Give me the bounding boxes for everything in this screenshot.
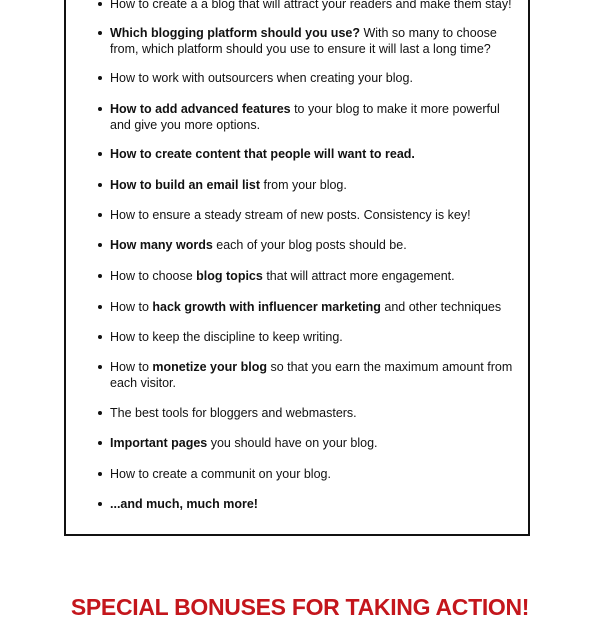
list-item-text: and other techniques: [380, 300, 502, 314]
list-item-bold-text: How to add advanced features: [110, 102, 291, 116]
list-item: [110, 25, 524, 57]
list-item-text: With so many to choose from, which platform should you use to ensure it will last a long time?: [110, 26, 497, 56]
list-item: [110, 466, 524, 482]
list-item: [110, 359, 524, 391]
list-item: [110, 268, 524, 284]
list-item-bold-text: Which blogging platform should you use?: [110, 26, 360, 40]
list-item-text: each of your blog posts should be.: [212, 238, 407, 252]
list-item-text: How to: [110, 300, 153, 314]
list-item: [110, 496, 524, 512]
list-item-bold-text: How to create content that people will want to read.: [110, 147, 415, 161]
list-item-text: The best tools for bloggers and webmasters.: [110, 406, 357, 420]
list-item: [110, 177, 524, 193]
list-item-text: that will attract more engagement.: [262, 269, 455, 283]
list-item-text: so that you earn the maximum amount from each visitor.: [110, 360, 513, 390]
list-item-text: How to ensure a steady stream of new posts. Consistency is key!: [110, 208, 471, 222]
list-item-bold-text: ...and much, much more!: [110, 497, 258, 511]
list-item: [110, 329, 524, 345]
list-item-text: How to: [110, 360, 153, 374]
list-item-text: you should have on your blog.: [207, 436, 378, 450]
list-item-bold-text: hack growth with influencer marketing: [152, 300, 381, 314]
bonus-heading: SPECIAL BONUSES FOR TAKING ACTION!: [70, 594, 530, 620]
list-item-text: How to keep the discipline to keep writing.: [110, 330, 343, 344]
list-item: [110, 299, 524, 315]
list-item: [110, 435, 524, 451]
list-item-bold-text: How many words: [110, 238, 213, 252]
list-item-bold-text: blog topics: [196, 269, 263, 283]
list-item: [110, 237, 524, 253]
list-item: [110, 146, 524, 162]
list-item-text: to your blog to make it more powerful and give you more options.: [110, 102, 500, 132]
list-item-bold-text: How to build an email list: [110, 178, 261, 192]
list-item: [110, 207, 524, 223]
list-item-text: How to choose: [110, 269, 197, 283]
list-item-bold-text: monetize your blog: [152, 360, 267, 374]
list-item: [110, 101, 524, 133]
list-item-text: How to create a a blog that will attract your readers and make them stay!: [110, 0, 512, 11]
list-item-text: How to work with outsourcers when creating your blog.: [110, 71, 413, 85]
list-item-text: How to create a communit on your blog.: [110, 467, 331, 481]
list-item-bold-text: Important pages: [110, 436, 208, 450]
list-item-text: from your blog.: [260, 178, 347, 192]
list-item: [110, 70, 524, 86]
list-item: [110, 0, 524, 12]
list-item: [110, 405, 524, 421]
